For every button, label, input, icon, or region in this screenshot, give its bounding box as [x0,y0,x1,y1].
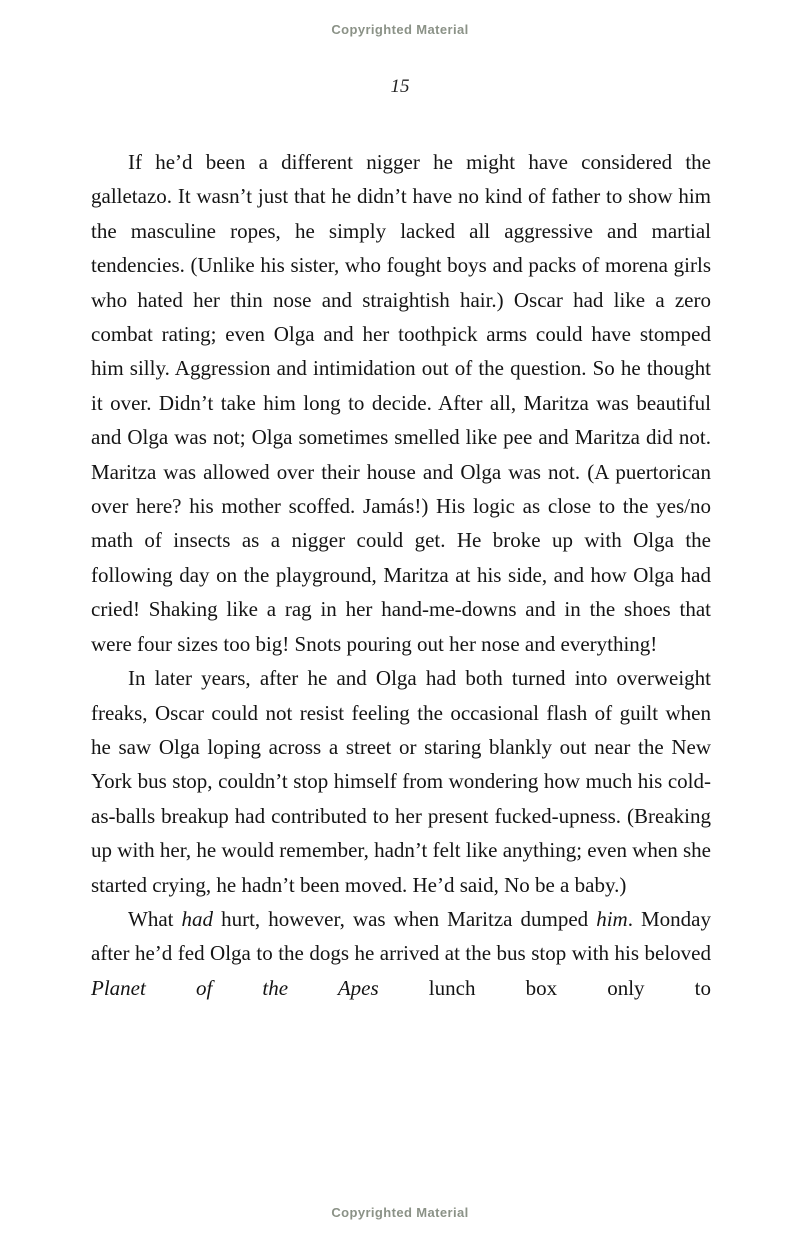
paragraph-2 [91,661,711,902]
copyright-notice-bottom: Copyrighted Material [331,1205,469,1220]
paragraph-3 [91,902,711,1005]
text-run: What [128,906,182,931]
italic-text-run: had [181,906,214,931]
text-run: If he’d been a different nigger he might have considered the galletazo. It wasn’t just that he didn’t have no kind of father to show him the masculine ropes, he simply lacked all aggressive and martial tendencies. (Unlike his sister, who fought boys and packs of morena girls who hated her thin nose and straightish hair.) Oscar had like a zero combat rating; even Olga and her toothpick arms could have stomped him silly. Aggression and intimidation out of the question. So he thought it over. Didn’t take him long to decide. After all, Maritza was beautiful and Olga was not; Olga sometimes smelled like pee and Maritza did not. Maritza was allowed over their house and Olga was not. (A puertorican over here? his mother scoffed. Jamás!) His logic as close to the yes/no math of insects as a nigger could get. He broke up with Olga the following day on the playground, Maritza at his side, and how Olga had cried! Shaking like a rag in her hand-me-downs and in the shoes that were four sizes too big! Snots pouring out her nose and everything! [91,150,711,656]
text-run: hurt, however, was when Maritza dumped [213,906,597,931]
text-run: . Monday after he’d fed Olga to the dogs he arrived at the bus stop with his beloved [91,906,712,966]
paragraph-1 [91,145,711,661]
page-body [91,145,711,1005]
italic-text-run: Planet of the Apes [91,975,379,1000]
copyright-notice-top: Copyrighted Material [331,22,469,37]
text-run: In later years, after he and Olga had both turned into overweight freaks, Oscar could not resist feeling the occasional flash of guilt when he saw Olga loping across a street or staring blankly out near the New York bus stop, couldn’t stop himself from wondering how much his cold-as-balls breakup had contributed to her present fucked-upness. (Breaking up with her, he would remember, hadn’t felt like anything; even when she started crying, he hadn’t been moved. He’d said, No be a baby.) [91,666,711,897]
italic-text-run: him [596,906,628,931]
page-number: 15 [390,76,410,97]
text-run: lunch box only to [378,975,712,1000]
